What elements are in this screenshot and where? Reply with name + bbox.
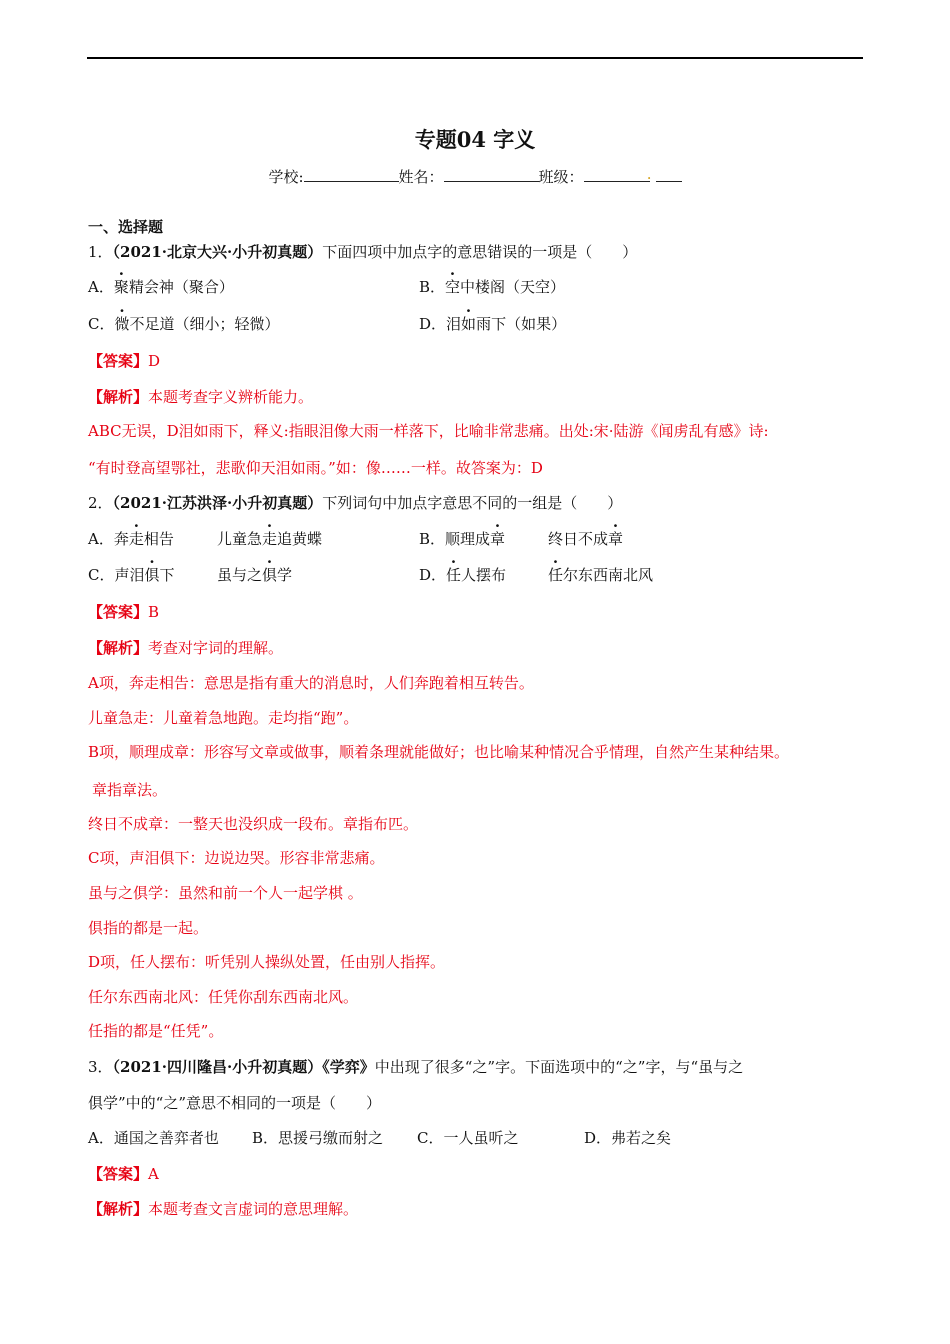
text-span: 【解析】 xyxy=(88,639,149,657)
text-span: 中楼阁（天空） xyxy=(460,278,566,296)
text-span: 《学弈》 xyxy=(322,1058,375,1076)
q2-analysis-line: D项，任人摆布：听凭别人操纵处置，任由别人指挥。 xyxy=(88,953,446,971)
q2-analysis-line: 虽与之俱学：虽然和前一个人一起学棋 。 xyxy=(88,884,363,902)
q2-option-b-pair xyxy=(548,529,623,549)
text-span: 追黄蝶 xyxy=(277,530,323,548)
q2-analysis xyxy=(88,638,283,658)
q2-analysis-line: 终日不成章：一整天也没织成一段布。章指布匹。 xyxy=(88,815,419,833)
text-span: 相告 xyxy=(143,530,174,548)
text-span: 虽与之 xyxy=(217,566,263,584)
q2-analysis-line: 任尔东西南北风：任凭你刮东西南北风。 xyxy=(88,988,359,1006)
q2-option-d[interactable] xyxy=(419,565,506,585)
q3-answer xyxy=(88,1164,159,1184)
q2-analysis-line: 章指章法。 xyxy=(92,781,168,799)
text-span: 2． xyxy=(88,494,113,512)
q1-option-d[interactable] xyxy=(419,314,566,334)
q2-analysis-line: 俱指的都是一起。 xyxy=(88,919,209,937)
text-span: 考查对字词的理解。 xyxy=(148,639,284,657)
question-1-source: （2021·北京大兴·小升初真题） xyxy=(112,243,323,261)
text-span: 泪 xyxy=(446,315,462,333)
text-span: 雨下（如果） xyxy=(476,315,567,333)
dotted-character: 章 xyxy=(608,530,624,548)
dotted-character: 聚 xyxy=(113,278,129,296)
q1-analysis-line: “有时登高望鄂社，悲歌仰天泪如雨。”如：像……一样。故答案为：D xyxy=(88,459,543,477)
text-span: 中出现了很多“之”字。下面选项中的“之”字，与“虽与之 xyxy=(374,1058,744,1076)
text-span: D． xyxy=(419,315,447,333)
q2-analysis-line: A项，奔走相告：意思是指有重大的消息时，人们奔跑着相互转告。 xyxy=(88,674,534,692)
text-span: 【解析】 xyxy=(88,1200,149,1218)
text-span: A． xyxy=(88,278,114,296)
text-span: 学 xyxy=(277,566,293,584)
text-span: 终日不成 xyxy=(548,530,609,548)
q2-option-b[interactable] xyxy=(419,529,505,549)
text-span: 3． xyxy=(88,1058,113,1076)
text-span: 下面四项中加点字的意思错误的一项是（ ） xyxy=(322,243,638,261)
dotted-character: 章 xyxy=(490,530,506,548)
q2-answer xyxy=(88,602,159,622)
q2-option-c-pair xyxy=(217,565,292,585)
text-span: 儿童急 xyxy=(217,530,263,548)
header-rule xyxy=(87,57,863,59)
class-blank[interactable] xyxy=(584,166,650,182)
q1-answer xyxy=(88,351,160,371)
text-span: 本题考查文言虚词的意思理解。 xyxy=(148,1200,359,1218)
text-span: 【解析】 xyxy=(88,388,149,406)
question-1-stem xyxy=(88,242,637,262)
text-span: 1． xyxy=(88,243,113,261)
q3-analysis xyxy=(88,1199,358,1219)
q3-option-a[interactable]: A．通国之善弈者也 xyxy=(88,1129,219,1147)
q2-option-a-pair xyxy=(217,529,322,549)
dotted-character: 空 xyxy=(445,278,461,296)
q2-option-d-pair xyxy=(548,565,653,585)
q1-analysis xyxy=(88,387,313,407)
student-info-line xyxy=(0,166,950,187)
question-2-stem xyxy=(88,493,622,513)
question-3-stem-cont: 俱学”中的“之”意思不相同的一项是（ ） xyxy=(88,1094,382,1112)
q1-option-b[interactable] xyxy=(419,277,565,297)
dotted-character: 微 xyxy=(114,315,130,333)
text-span: 精会神（聚合） xyxy=(128,278,234,296)
dotted-character: 俱 xyxy=(262,566,278,584)
dotted-character: 任 xyxy=(548,566,564,584)
question-2-source: （2021·江苏洪泽·小升初真题） xyxy=(112,494,323,512)
text-span: 本题考查字义辨析能力。 xyxy=(148,388,314,406)
section-heading: 一、选择题 xyxy=(88,218,164,236)
dotted-character: 任 xyxy=(446,566,462,584)
text-span: B． xyxy=(419,278,446,296)
q2-analysis-line: B项，顺理成章：形容写文章或做事，顺着条理就能做好；也比喻某种情况合乎情理，自然产生某种结果。 xyxy=(88,743,790,761)
text-span: 【答案】 xyxy=(88,1165,149,1183)
text-span: C． xyxy=(88,566,115,584)
class-blank-tail[interactable] xyxy=(656,166,682,182)
class-label: 班级： xyxy=(538,168,584,186)
text-span: 人摆布 xyxy=(461,566,507,584)
question-3-stem xyxy=(88,1057,743,1077)
q1-option-c[interactable] xyxy=(88,314,280,334)
text-span: B． xyxy=(419,530,446,548)
text-span: A． xyxy=(88,530,114,548)
text-span: C． xyxy=(88,315,115,333)
q3-option-d[interactable]: D．弗若之矣 xyxy=(584,1129,672,1147)
text-span: A xyxy=(148,1165,159,1183)
school-blank[interactable] xyxy=(304,166,399,182)
school-label: 学校: xyxy=(268,168,304,186)
dotted-character: 俱 xyxy=(144,566,160,584)
text-span: 不足道（细小；轻微） xyxy=(129,315,280,333)
q2-analysis-line: 儿童急走：儿童着急地跑。走均指“跑”。 xyxy=(88,709,359,727)
name-blank[interactable] xyxy=(444,166,539,182)
text-span: 顺理成 xyxy=(445,530,491,548)
question-3-source: （2021·四川隆昌·小升初真题） xyxy=(112,1058,323,1076)
text-span: B xyxy=(148,603,160,621)
text-span: 【答案】 xyxy=(88,603,149,621)
q2-analysis-line: C项，声泪俱下：边说边哭。形容非常悲痛。 xyxy=(88,849,385,867)
q3-option-b[interactable]: B．思援弓缴而射之 xyxy=(252,1129,384,1147)
q1-analysis-line: ABC无误，D泪如雨下，释义:指眼泪像大雨一样落下，比喻非常悲痛。出处:宋·陆游《闻虏乱有感》诗: xyxy=(88,422,769,440)
text-span: 【答案】 xyxy=(88,352,149,370)
text-span: 奔 xyxy=(113,530,129,548)
tail-mark: . xyxy=(646,165,652,183)
q2-analysis-line: 任指的都是“任凭”。 xyxy=(88,1022,224,1040)
dotted-character: 如 xyxy=(461,315,477,333)
name-label: 姓名： xyxy=(398,168,444,186)
q1-option-a[interactable] xyxy=(88,277,234,297)
q3-option-c[interactable]: C．一人虽听之 xyxy=(417,1129,519,1147)
dotted-character: 走 xyxy=(128,530,144,548)
text-span: 下列词句中加点字意思不同的一组是（ ） xyxy=(322,494,623,512)
page-title: 专题04 字义 xyxy=(414,127,536,152)
q2-option-a[interactable] xyxy=(88,529,174,549)
text-span: D xyxy=(148,352,161,370)
text-span: D． xyxy=(419,566,447,584)
text-span: 声泪 xyxy=(114,566,145,584)
dotted-character: 走 xyxy=(262,530,278,548)
text-span: 尔东西南北风 xyxy=(563,566,654,584)
q2-option-c[interactable] xyxy=(88,565,175,585)
text-span: 下 xyxy=(159,566,175,584)
